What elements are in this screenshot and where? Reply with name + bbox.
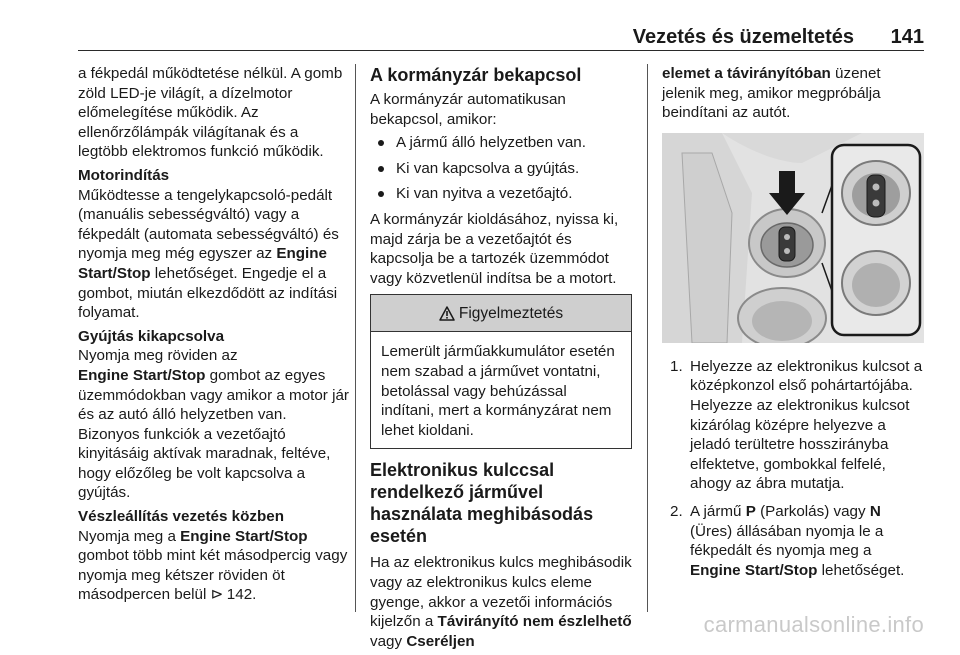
button-name: Engine Start/Stop bbox=[78, 245, 328, 282]
list-item: 2. A jármű P (Parkolás) vagy N (Üres) állásában nyomja le a fékpedált és nyomja meg a Engine Start/Stop lehetőséget. bbox=[670, 502, 905, 579]
message-text: Távirányító nem észlelhető bbox=[437, 613, 632, 631]
list-item: Ki van kapcsolva a gyújtás. bbox=[370, 159, 632, 179]
list-item: 1. Helyezze az elektronikus kulcsot a középkonzol első pohártartójába. Helyezze az elektronikus kulcsot kizárólag középre helyezve a jeladó terültetre hosszirányba elfektetve, gombokkal felfelé, ahogy az ábra mutatja. bbox=[670, 357, 923, 493]
column-divider bbox=[647, 64, 648, 612]
column-right bbox=[662, 64, 924, 588]
step-number: 2. bbox=[670, 502, 683, 520]
page-ref[interactable]: 142. bbox=[226, 586, 257, 604]
column-left bbox=[78, 64, 350, 609]
warning-header bbox=[371, 295, 631, 332]
warning-box bbox=[370, 294, 632, 449]
page-number: 141 bbox=[890, 26, 924, 48]
paragraph-ignition-off: Gyújtás kikapcsolva Nyomja meg röviden az Engine Start/Stop gombot az egyes üzemmódokban vagy amikor a motor jár és az autó álló helyzetben van. Bizonyos funkciók a vezetőajtó kinyitásáig aktívak maradnak, feltéve, hogy előzőleg be volt kapcsolva a gyújtás. bbox=[78, 327, 349, 502]
warning-text: Lemerült járműakkumulátor esetén nem szabad a járművet vontatni, betolással vagy behúzással indítani, mert a kormányzárat nem lehet kioldani. bbox=[381, 343, 615, 439]
paragraph-emergency-stop: Vészleállítás vezetés közben Nyomja meg a Engine Start/Stop gombot több mint két másodpercig vagy nyomja meg kétszer röviden öt másodpercen belül ⊳ 142. bbox=[78, 507, 350, 605]
list-item: A jármű álló helyzetben van. bbox=[370, 133, 632, 153]
subheading: Gyújtás kikapcsolva bbox=[78, 327, 225, 345]
running-title: Vezetés és üzemeltetés bbox=[632, 26, 854, 48]
section-heading: Elektronikus kulccsal rendelkező járművel használata meghibásodás esetén bbox=[370, 460, 594, 547]
paragraph: elemet a távirányítóban üzenet jelenik meg, amikor megpróbálja beindítani az autót. bbox=[662, 65, 881, 122]
message-text: elemet a távirányítóban bbox=[662, 65, 831, 82]
console-cupholder-illustration bbox=[662, 133, 924, 343]
section-heading: A kormányzár bekapcsol bbox=[370, 65, 582, 85]
paragraph: A kormányzár automatikusan bekapcsol, amikor: bbox=[370, 91, 566, 128]
step-number: 1. bbox=[670, 357, 683, 375]
button-name: Engine Start/Stop bbox=[690, 561, 818, 579]
column-divider bbox=[355, 64, 356, 612]
warning-title: Figyelmeztetés bbox=[458, 304, 564, 322]
warning-triangle-icon bbox=[439, 306, 455, 321]
message-text: Cseréljen bbox=[406, 632, 475, 650]
column-middle bbox=[370, 64, 632, 655]
page-header bbox=[78, 24, 924, 51]
button-name: Engine Start/Stop bbox=[180, 527, 308, 545]
paragraph-engine-start: Motorindítás Működtesse a tengelykapcsoló-pedált (manuális sebességváltó) vagy a fékpedált (automata sebességváltó) és nyomja meg még egyszer az Engine Start/Stop lehetőséget. Engedje el a gombot, miután elkezdődött az indítási folyamat. bbox=[78, 166, 350, 323]
subheading: Motorindítás bbox=[78, 166, 170, 184]
steps-list bbox=[662, 357, 924, 581]
paragraph: A kormányzár kioldásához, nyissa ki, majd zárja be a vezetőajtót és kapcsolja be a tartozék üzemmódot vagy közvetlenül indítsa be a motort. bbox=[370, 210, 619, 287]
paragraph: a fékpedál működtetése nélkül. A gomb zöld LED-je világít, a dízelmotor előmelegítése működik. Az ellenőrzőlámpák világítanak és a legtöbb elektromos funkció működik. bbox=[78, 65, 343, 161]
page-ref-arrow-icon: ⊳ bbox=[210, 586, 224, 604]
paragraph: Ha az elektronikus kulcs meghibásodik vagy az elektronikus kulcs eleme gyenge, akkor a vezetői információs kijelzőn a Távirányító nem észlelhető vagy Cseréljen bbox=[370, 554, 632, 650]
watermark: carmanualsonline.info bbox=[703, 612, 924, 637]
bullet-list bbox=[370, 133, 632, 204]
list-item: Ki van nyitva a vezetőajtó. bbox=[370, 184, 632, 204]
subheading: Vészleállítás vezetés közben bbox=[78, 508, 284, 526]
button-name: Engine Start/Stop bbox=[78, 366, 206, 384]
